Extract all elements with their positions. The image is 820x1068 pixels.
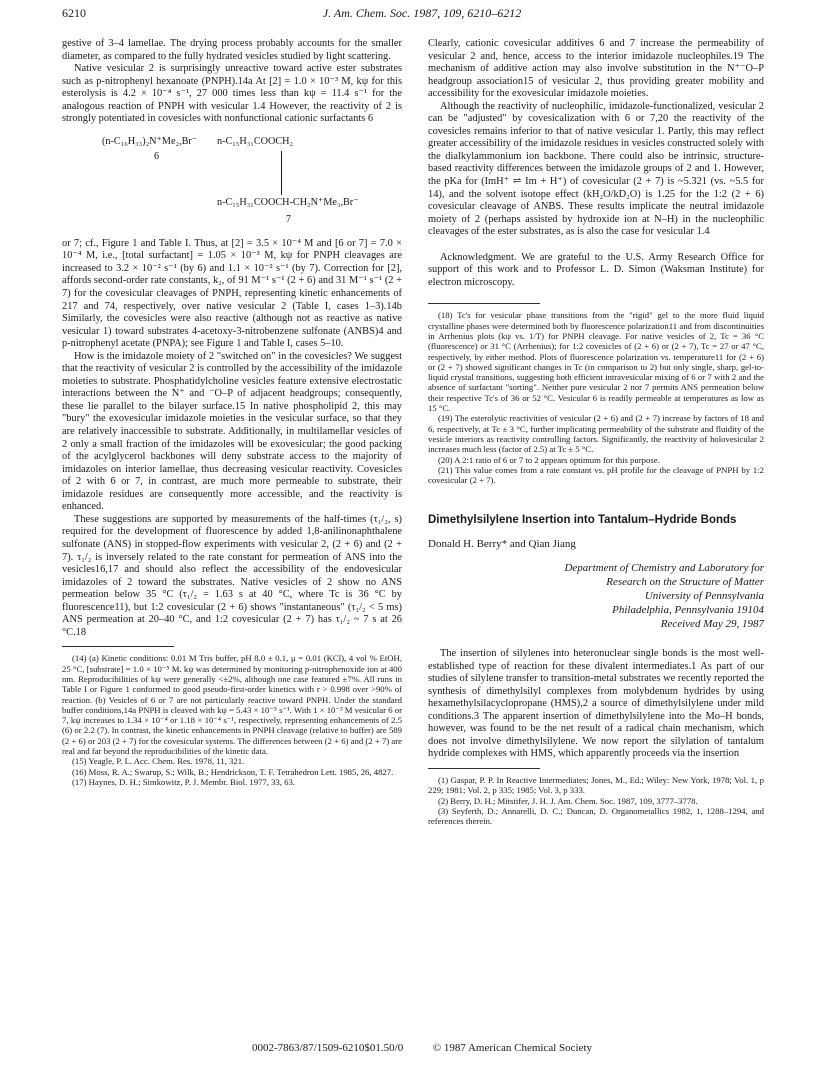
- footnote: (17) Haynes, D. H.; Simkowitz, P. J. Membr. Biol. 1977, 33, 63.: [72, 776, 295, 787]
- paragraph: Clearly, cationic covesicular additives 6 and 7 increase the permeability of vesicular 2 and, hence, access to the interior imidazole nucleophiles.19 The mechanism of additive action may also involve substitution in the N⁺⁻O–P headgroup association15 of vesicular 2, thus providing greater mobility and accessibility for the exovesicular imidazole moieties.: [428, 38, 764, 100]
- footnote: (20) A 2:1 ratio of 6 or 7 to 2 appears optimum for this purpose.: [438, 454, 660, 465]
- compound-7-label: 7: [286, 213, 292, 225]
- footnote: (21) This value comes from a rate constant vs. pH profile for the cleavage of PNPH by 1:2 covesicular (2 + 7).: [428, 464, 764, 486]
- paragraph: These suggestions are supported by measurements of the half-times (τ₁/₂, s) required for the development of fluorescence by added 1,8-anilinonaphthalene sulfonate (ANS) in stopped-flow experiments with vesicular 2, (2 + 6) and (2 + 7). τ₁/₂ is inversely related to the rate constant for permeation of ANS into the vesicles16,17 and should also reflect the accessibility of the endovesicular imidazoles of 2 toward the substrates. Native vesicles of 2 show no ANS permeation below 35 °C (τ₁/₂ = 1.63 s at 40 °C, where Tc is 36 °C by fluorescence11), but 1:2 covesicular (2 + 6) shows "instantaneous" (τ₁/₂ < 5 ms) ANS permeation at 20–40 °C, and 1:2 covesicular (2 + 7) has τ₁/₂ ~ 7 s at 26 °C.18: [62, 513, 402, 638]
- acknowledgment: Acknowledgment. We are grateful to the U.S. Army Research Office for support of this work and to Professor L. D. Simon (Waksman Institute) for electron microscopy.: [428, 251, 764, 288]
- footnote-rule: [428, 768, 540, 769]
- compound-7-bottom: n-C₁₅H₃₁COOCH-CH₂N⁺Me₃,Br⁻: [217, 196, 359, 208]
- footnote-rule: [428, 303, 540, 304]
- compound-7-top: n-C₁₅H₃₁COOCH₂: [217, 135, 294, 147]
- footnotes-right: [428, 310, 764, 485]
- footnote: (18) Tc's for vesicular phase transitions from the "rigid" gel to the more fluid liquid crystalline phases were determined both by fluorescence polarization11 and from discontinuities in Arrhenius plots (kψ vs. 1/T) for PNPH cleavage. For native vesicles of 2, Tc = 36 °C (fluorescence) or 31 °C (Arrhenius); for 1:2 covesicles of (2 + 6) or (2 + 7), Tc = 27 or 47 °C, respectively, by either method. Plots of fluorescence polarization vs. temperature11 for (2 + 6) or (2 + 7) showed significant changes in Tc (in comparison to 2) but only single, sharp, gel-to-liquid crystal transitions, suggesting both efficient intravesicular mixing of 6 or 7 with 2 and the absence of surfactant "sorting". Neither pure vesicular 2 nor 7 permits ANS permeation below their respective Tc's of 36 or 52 °C. Vesicular 6 is readily permeable at temperatures as low as 15 °C.: [428, 310, 764, 414]
- footnote-rule: [62, 646, 174, 647]
- compound-6-formula: (n-C₁₆H₃₃)₂N⁺Me₂,Br⁻: [102, 135, 198, 147]
- affiliation-line: Department of Chemistry and Laboratory for: [564, 561, 764, 574]
- left-column: [62, 38, 402, 787]
- paragraph: or 7; cf., Figure 1 and Table I. Thus, at [2] = 3.5 × 10⁻⁴ M and [6 or 7] = 7.0 × 10⁻⁴ M, i.e., [total surfactant] = 1.05 × 10⁻³ M, kψ for PNPH cleavages are increased to 3.2 × 10⁻² s⁻¹ (by 6) and 1.1 × 10⁻² s⁻¹ (by 7). Correction for [2], affords second-order rate constants, k₂, of 91 M⁻¹ s⁻¹ (2 + 6) and 31 M⁻¹ s⁻¹ (2 + 7) for the covesicular cleavages of PNPH, representing kinetic enhancements of 217 and 74, respectively, over native vesicular 2 (Table I, cases 1–3).14b Similarly, the covesicles were also reactive (although not as reactive as native vesicular 1) toward substrates 4-acetoxy-3-nitrobenzene sulfonate (ANBS)4 and p-nitrophenyl acetate (PNPA); see Figure 1 and Table I, cases 5–10.: [62, 237, 402, 350]
- footnote: (14) (a) Kinetic conditions: 0.01 M Tris buffer, pH 8.0 ± 0.1, μ = 0.01 (KCl), 4 vol % EtOH, 25 °C, [substrate] = 1.0 × 10⁻⁵ M. kψ was determined by monitoring p-nitrophenoxide ion at 400 nm. Reproducibilities of kψ were generally <±2%, although one case featured ±7%. All runs in Table I or Figure 1 conformed to good pseudo-first-order kinetics with r > 0.998 over >90% of reaction. (b) Vesicles of 6 or 7 are not particularly reactive toward PNPH. Under the standard buffer conditions,14a PNPH is cleaved with kψ = 5.43 × 10⁻⁵ s⁻¹. With 1 × 10⁻³ M vesicular 6 or 7, kψ increases to 1.34 × 10⁻⁴ or 1.18 × 10⁻⁴ s⁻¹, respectively, representing enhancements of 2.5 (6) or 2.2 (7). In contrast, the kinetic enhancements in PNPH cleavage (relative to buffer) are 589 (2 + 6) or 203 (2 + 7) for the covesicular systems. The differences between (2 + 6) and (2 + 7) are real and far beyond the reproducibilities of the kinetic data.: [62, 653, 402, 756]
- affiliation-line: Research on the Structure of Matter: [606, 575, 764, 588]
- paragraph: gestive of 3–4 lamellae. The drying process probably accounts for the smaller diameter, as compared to the fully hydrated vesicles studied by light scattering.: [62, 38, 402, 62]
- copyright: © 1987 American Chemical Society: [432, 1042, 592, 1054]
- page-header: [62, 6, 782, 24]
- footnote: (2) Berry, D. H.; Mitstifer, J. H. J. Am. Chem. Soc. 1987, 109, 3777–3778.: [438, 795, 698, 806]
- compound-6-label: 6: [154, 150, 160, 162]
- footnote: (19) The esterolytic reactivities of vesicular (2 + 6) and (2 + 7) increase by factors of 18 and 6, respectively, at Tc ± 3 °C, further implicating permeability of the substrate and fluidity of the vesicle interiors as reactivity controlling factors. Significantly, the reactivity of holovesicular 2 increases much less (factor of 2.5) at Tc ± 5 °C.: [428, 413, 764, 455]
- page-footer: [62, 1042, 782, 1054]
- communication-authors: Donald H. Berry* and Qian Jiang: [428, 538, 576, 551]
- communication-title: Dimethylsilylene Insertion into Tantalum–Hydride Bonds: [428, 514, 737, 527]
- footnote: (1) Gaspar, P. P. In Reactive Intermediates; Jones, M., Ed.; Wiley: New York, 1978; Vol. 1, p 229; 1981; Vol. 2, p 335; 1985; Vol. 3, p 333.: [428, 774, 764, 796]
- paragraph: How is the imidazole moiety of 2 "switched on" in the covesicles? We suggest that the reactivity of vesicular 2 is controlled by the accessibility of the imidazole moieties to substrate. Phosphatidylcholine vesicles feature extensive electrostatic interactions between the N⁺ and ⁻O–P of adjacent headgroups; consequently, these lie parallel to the bilayer surface.15 In native phospholipid 2, this may "bury" the exovesicular imidazole moieties in the vesicular surface, so that they are relatively inaccessible to substrate. Additionally, in multilamellar vesicles of 2 only a small fraction of the imidazoles will be exovesicular; the good packing of the acylglycerol backbones will deny substrate access to the majority of imidazoles on interior lamellae, thus decreasing vesicular reactivity. Covesicles of 2 with 6 or 7, in contrast, are much more permeable to substrate, their imidazole residues are consequently more accessible, and the reactivity is enhanced.: [62, 350, 402, 513]
- footnote: (3) Seyferth, D.; Annarelli, D. C.; Duncan, D. Organometallics 1982, 1, 1288–1294, and references therein.: [428, 805, 764, 827]
- right-column: [428, 38, 764, 826]
- article-code: 0002-7863/87/1509-6210$01.50/0: [251, 1042, 404, 1054]
- communication-affiliation: [428, 561, 764, 631]
- affiliation-line: University of Pennsylvania: [644, 589, 764, 602]
- received-date: Received May 29, 1987: [660, 617, 764, 630]
- structure-figure: [62, 134, 402, 230]
- communication-body: The insertion of silylenes into heteronuclear single bonds is the most well-established type of reaction for these divalent intermediates.1 As part of our studies of silylene transfer to transition-metal substrates we recently reported the synthesis of dimethylsilyl complexes from molybdenum hydrides by using hexamethylsilacyclopropane (HMS),2 a source of dimethylsilylene under mild conditions.3 The apparent insertion of dimethylsilylene into the Mo–H bonds, however, was found to be the net result of a radical chain mechanism, which does not involve dimethylsilylene. We now report the silylation of tantalum hydride complexes with HMS, which apparently proceeds via the insertion: [428, 647, 764, 760]
- page-number: 6210: [62, 6, 86, 20]
- footnote: (15) Yeagle, P. L. Acc. Chem. Res. 1978, 11, 321.: [72, 756, 245, 767]
- affiliation-line: Philadelphia, Pennsylvania 19104: [612, 603, 764, 616]
- bond-line: [281, 151, 282, 195]
- paragraph: Although the reactivity of nucleophilic, imidazole-functionalized, vesicular 2 can be "adjusted" by covesicalization with 6 or 7,20 the reactivity of the covesicles remains inferior to that of native vesicular 1. Partly, this may reflect greater accessibility of the imidazole residues in vesicles constructed solely with the dialkylammonium ion backbone. There could also be intrinsic, structure-based reactivity differences between the imidazole groups of 2 and 1. However, the pKa for (ImH⁺ ⇌ Im + H⁺) of covesicular (2 + 7) is ~5.321 (vs. ~5.5 for 14), and the solvent isotope effect (kH₂O/kD₂O) is 1.25 for the 1:2 (2 + 6) covesicular cleavage of ANBS. These results implicate the neutral imidazole moiety of 2 (perhaps assisted by hydroxide ion at N–H) in the nucleophilic cleavages of the ester substrates, as is also the case for vesicular 1.4: [428, 100, 764, 238]
- footnote: (16) Moss, R. A.; Swarup, S.; Wilk, B.; Hendrickson, T. F. Tetrahedron Lett. 1985, 26, 4827.: [72, 766, 394, 777]
- journal-citation: J. Am. Chem. Soc. 1987, 109, 6210–6212: [322, 6, 522, 20]
- footnotes-communication: [428, 775, 764, 826]
- footnotes-left: [62, 653, 402, 787]
- paragraph: Native vesicular 2 is surprisingly unreactive toward active ester substrates such as p-nitrophenyl hexanoate (PNPH).14a At [2] = 1.0 × 10⁻³ M, kψ for this esterolysis is 4.2 × 10⁻⁴ s⁻¹, 27 000 times less than kψ = 11.4 s⁻¹ for the analogous reaction of PNPH with vesicular 1.4 However, the reactivity of 2 is strongly potentiated in covesicles with nonfunctional cationic surfactants 6: [62, 63, 402, 125]
